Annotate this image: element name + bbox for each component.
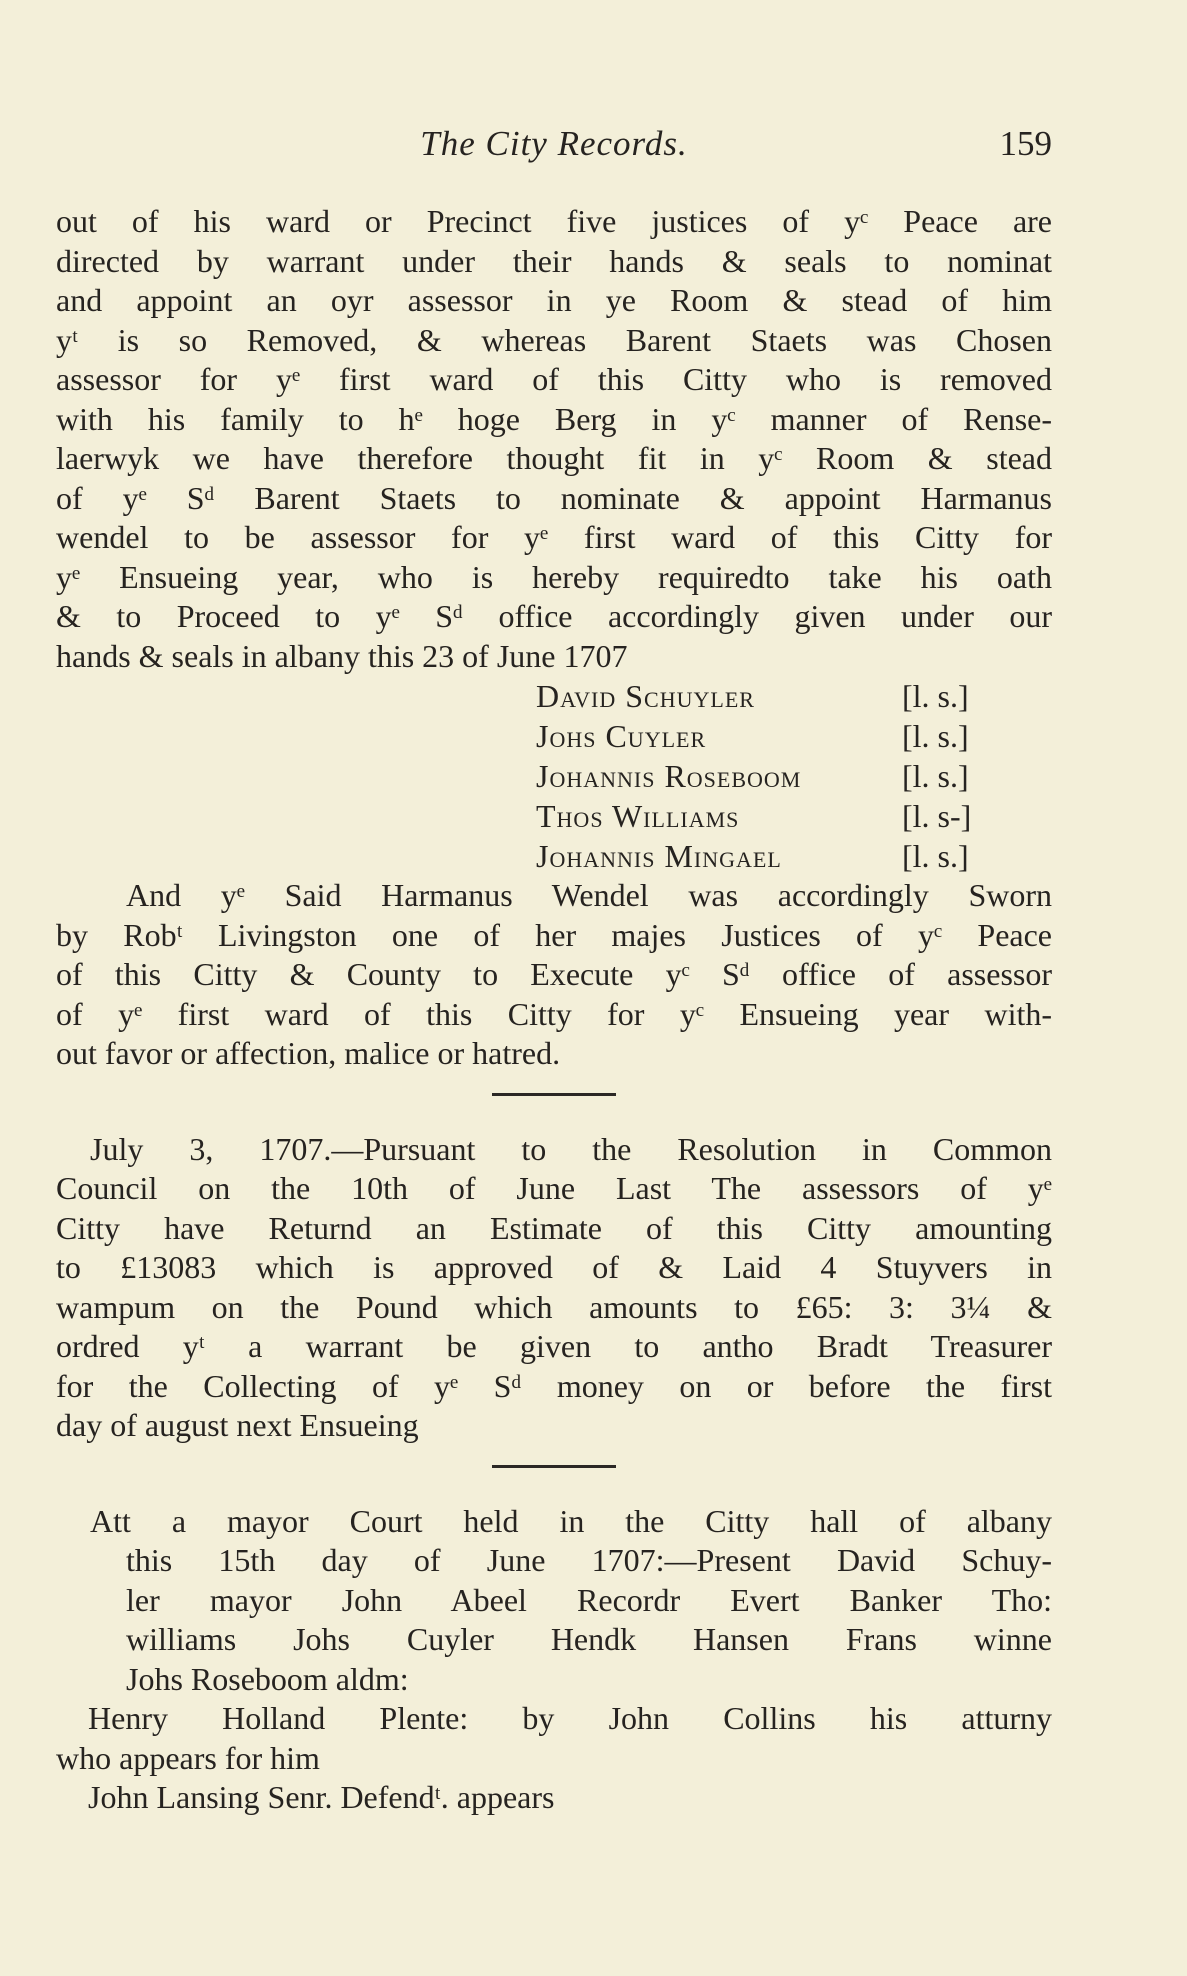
page-number: 159: [999, 124, 1052, 163]
text-line: Council on the 10th of June Last The assessors of yᵉ: [56, 1170, 1052, 1206]
text-line: ler mayor John Abeel Recordr Evert Banker Tho:: [126, 1581, 1052, 1618]
signer-name: Johs Cuyler: [536, 718, 707, 754]
text-line: hands & seals in albany this 23 of June 1707: [56, 637, 628, 674]
signer-name: David Schuyler: [536, 678, 755, 714]
signer-name: Johannis Roseboom: [536, 758, 802, 794]
paragraph-estimate: [56, 1130, 1052, 1446]
divider-rule: [492, 1465, 616, 1468]
text-line: directed by warrant under their hands & seals to nominat: [56, 242, 1052, 279]
text-line: for the Collecting of yᵉ Sᵈ money on or before the first: [56, 1367, 1052, 1404]
signature-row: [56, 796, 1052, 836]
paragraph-case: [56, 1699, 1052, 1818]
text-line: wendel to be assessor for yᵉ first ward of this Citty for: [56, 519, 1052, 555]
text-line: day of august next Ensueing: [56, 1407, 419, 1443]
text-line: by Robᵗ Livingston one of her majes Justices of yᶜ Peace: [56, 916, 1052, 953]
section-divider: [56, 1074, 1052, 1130]
text-line: to £13083 which is approved of & Laid 4 Stuyvers in: [56, 1249, 1052, 1285]
signer-name: Thos Williams: [536, 798, 740, 834]
signer-name: Johannis Mingael: [536, 838, 782, 874]
seal-mark: [l. s.]: [902, 758, 969, 794]
text-line: And yᵉ Said Harmanus Wendel was accordingly Sworn: [126, 877, 1052, 913]
signature-block: [56, 676, 1052, 876]
text-line: John Lansing Senr. Defendᵗ. appears: [88, 1779, 555, 1815]
seal-mark: [l. s.]: [902, 718, 969, 754]
text-line: who appears for him: [56, 1739, 320, 1776]
text-line: Citty have Returnd an Estimate of this Citty amounting: [56, 1209, 1052, 1246]
text-line: Att a mayor Court held in the Citty hall of albany: [90, 1502, 1052, 1539]
signature-row: [56, 716, 1052, 756]
text-line: out of his ward or Precinct five justices of yᶜ Peace are: [56, 203, 1052, 239]
text-line: of this Citty & County to Execute yᶜ Sᵈ office of assessor: [56, 956, 1052, 992]
text-line: out favor or affection, malice or hatred.: [56, 1035, 561, 1071]
text-line: and appoint an oyr assessor in ye Room & stead of him: [56, 282, 1052, 318]
text-line: Henry Holland Plente: by John Collins his atturny: [88, 1700, 1052, 1736]
text-line: wampum on the Pound which amounts to £65: 3: 3¼ &: [56, 1288, 1052, 1325]
seal-mark: [l. s.]: [902, 678, 969, 714]
text-line: of yᵉ Sᵈ Barent Staets to nominate & appoint Harmanus: [56, 479, 1052, 516]
paragraph-assessor-warrant: [56, 202, 1052, 676]
signature-row: [56, 676, 1052, 716]
section-divider: [56, 1446, 1052, 1502]
text-line: with his family to hᵉ hoge Berg in yᶜ manner of Rense-: [56, 400, 1052, 437]
signature-row: [56, 756, 1052, 796]
paragraph-mayor-court: [56, 1502, 1052, 1700]
text-line: yᵉ Ensueing year, who is hereby requiredto take his oath: [56, 558, 1052, 595]
text-line: of yᵉ first ward of this Citty for yᶜ Ensueing year with-: [56, 995, 1052, 1032]
text-line: & to Proceed to yᵉ Sᵈ office accordingly given under our: [56, 598, 1052, 634]
seal-mark: [l. s.]: [902, 838, 969, 874]
divider-rule: [492, 1093, 616, 1096]
text-line: yᵗ is so Removed, & whereas Barent Staets was Chosen: [56, 321, 1052, 358]
paragraph-oath: [56, 876, 1052, 1074]
seal-mark: [l. s-]: [902, 798, 972, 834]
page-header: [56, 124, 1052, 184]
text-line: ordred yᵗ a warrant be given to antho Bradt Treasurer: [56, 1328, 1052, 1364]
page-body: [56, 202, 1052, 1818]
text-line: Johs Roseboom aldm:: [126, 1660, 409, 1697]
text-line: assessor for yᵉ first ward of this Citty who is removed: [56, 361, 1052, 397]
text-line: this 15th day of June 1707:—Present David Schuy-: [126, 1542, 1052, 1578]
text-line: williams Johs Cuyler Hendk Hansen Frans winne: [126, 1621, 1052, 1657]
text-line: July 3, 1707.—Pursuant to the Resolution in Common: [90, 1130, 1052, 1167]
running-title: The City Records.: [420, 124, 688, 163]
signature-row: [56, 836, 1052, 876]
text-line: laerwyk we have therefore thought fit in yᶜ Room & stead: [56, 440, 1052, 476]
